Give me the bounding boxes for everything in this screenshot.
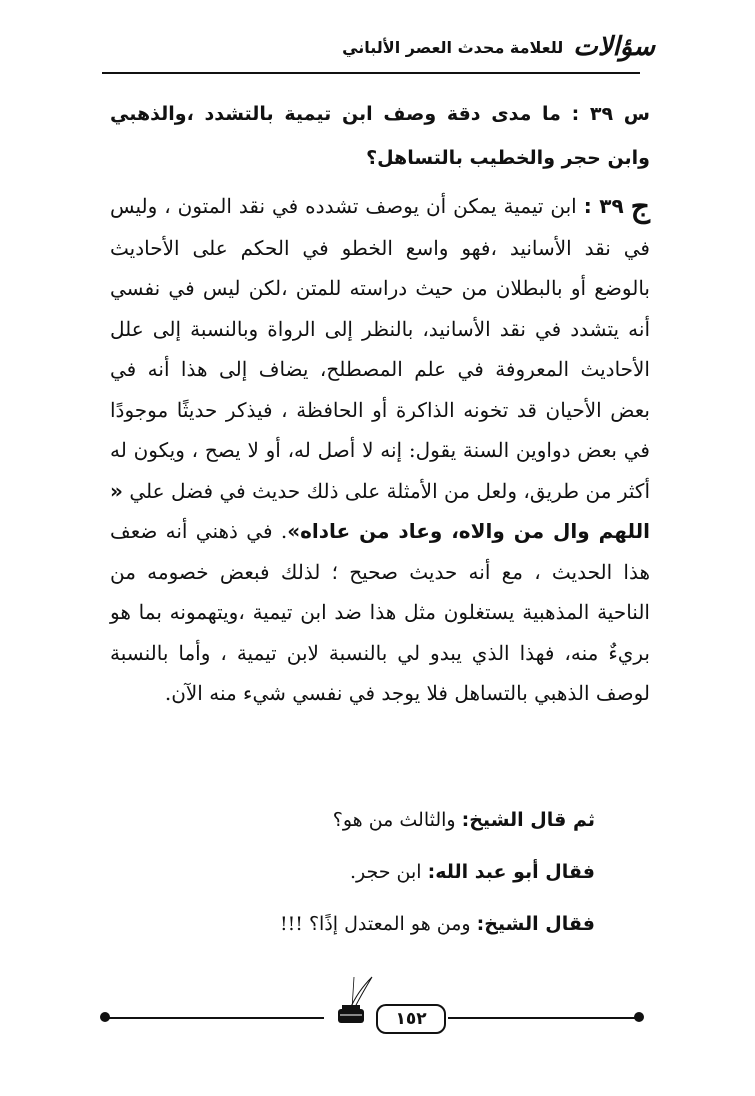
dialog-text: ومن هو المعتدل إذًا؟ !!! — [280, 913, 477, 935]
dialog-speaker: ثم قال الشيخ: — [461, 809, 595, 831]
dialog-text: ابن حجر. — [349, 861, 428, 883]
footer-rule-right — [448, 1017, 638, 1019]
question-paragraph: س ٣٩ : ما مدى دقة وصف ابن تيمية بالتشدد ،والذهبي وابن حجر والخطيب بالتساهل؟ — [110, 103, 650, 169]
footer-rule-left — [104, 1017, 324, 1019]
answer-text-part-2: . في ذهني أنه ضعف هذا الحديث ، مع أنه حديث صحيح ؛ لذلك فبعض خصومه من الناحية المذهبية يستغلون مثل هذا ضد ابن تيمية ،ويتهمونه بما هو بريءٌ منه، فهذا الذي يبدو لي بالنسبة لابن تيمية ، وأما بالنسبة لوصف الذهبي بالتساهل فلا يوجد في نفسي شيء منه الآن. — [110, 519, 650, 706]
answer-text-part-1: ابن تيمية يمكن أن يوصف تشدده في نقد المتون ، وليس في نقد الأسانيد ،فهو واسع الخطو في الحكم على الأحاديث بالوضع أو بالبطلان من حيث دراسته للمتن ،لكن ليس في نفسي أنه يتشدد في نقد الأسانيد، بالنظر إلى الرواة وبالنسبة إلى علل الأحاديث المعروفة في علم المصطلح، يضاف إلى هذا أنه في بعض الأحيان قد تخونه الذاكرة أو الحافظة ، فيذكر حديثًا موجودًا في بعض دواوين السنة يقول: إنه لا أصل له، أو لا يصح ، ويكون له أكثر من طريق، ولعل من الأمثلة على ذلك حديث في فضل علي — [110, 194, 650, 503]
dialog-text: والثالث من هو؟ — [332, 809, 462, 831]
answer-mark: ج — [630, 189, 650, 225]
footer-dot-right — [634, 1012, 644, 1022]
dialog-line-1 — [115, 808, 595, 832]
hadith-quote: « اللهم وال من والاه، وعاد من عاداه» — [110, 478, 650, 544]
header-rule — [102, 72, 640, 74]
dialog-speaker: فقال الشيخ: — [476, 913, 595, 935]
inkwell-quill-icon — [330, 975, 374, 1027]
page-number: ١٥٢ — [376, 1004, 446, 1034]
running-header — [115, 30, 655, 64]
dialog-speaker: فقال أبو عبد الله: — [427, 861, 595, 883]
book-logo: سؤالات — [573, 32, 655, 62]
answer-paragraph — [110, 186, 650, 714]
answer-number: ٣٩ : — [583, 194, 624, 218]
dialog-line-2 — [115, 860, 595, 884]
dialog-line-3 — [115, 912, 595, 936]
book-subtitle: للعلامة محدث العصر الألباني — [342, 37, 564, 57]
